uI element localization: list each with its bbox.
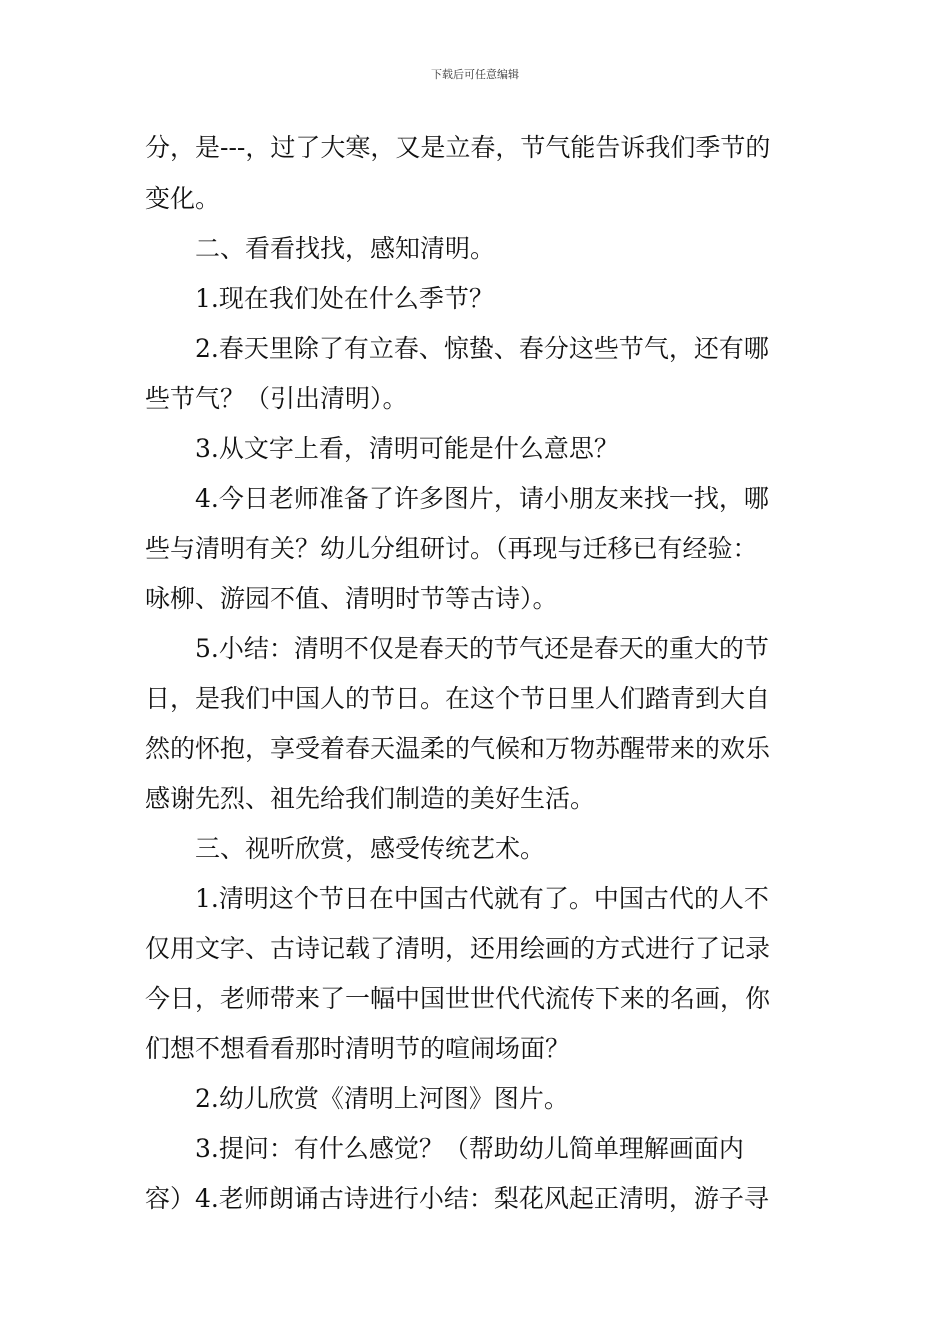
section-heading: 三、视听欣赏，感受传统艺术。: [195, 834, 546, 863]
text-line: 些与清明有关？幼儿分组研讨。（再现与迁移已有经验：: [145, 534, 758, 563]
text-line: 然的怀抱，享受着春天温柔的气候和万物苏醒带来的欢乐: [145, 734, 771, 763]
text-line: 分，是---，过了大寒，又是立春，节气能告诉我们季节的: [145, 133, 771, 162]
section-heading: 二、看看找找，感知清明。: [195, 234, 496, 263]
text-line: 5.小结：清明不仅是春天的节气还是春天的重大的节: [195, 634, 769, 663]
page-header: 下载后可任意编辑: [431, 68, 519, 81]
text-line: 4.今日老师准备了许多图片，请小朋友来找一找，哪: [195, 484, 769, 513]
text-line: 咏柳、游园不值、清明时节等古诗）。: [145, 584, 558, 613]
text-line: 仅用文字、古诗记载了清明，还用绘画的方式进行了记录: [145, 934, 771, 963]
text-line: 2.春天里除了有立春、惊蛰、春分这些节气，还有哪: [195, 334, 769, 363]
text-line: 日，是我们中国人的节日。在这个节日里人们踏青到大自: [145, 684, 771, 713]
text-line: 些节气？（引出清明）。: [145, 384, 408, 413]
text-line: 感谢先烈、祖先给我们制造的美好生活。: [145, 784, 596, 813]
text-line: 3.从文字上看，清明可能是什么意思？: [195, 434, 619, 463]
text-line: 3.提问：有什么感觉？（帮助幼儿简单理解画面内: [195, 1134, 744, 1163]
text-line: 变化。: [145, 184, 221, 213]
text-line: 容）4.老师朗诵古诗进行小结：梨花风起正清明，游子寻: [145, 1184, 769, 1213]
text-line: 们想不想看看那时清明节的喧闹场面？: [145, 1034, 571, 1063]
text-line: 1.清明这个节日在中国古代就有了。中国古代的人不: [195, 884, 769, 913]
text-line: 今日，老师带来了一幅中国世世代代流传下来的名画，你: [145, 984, 771, 1013]
text-line: 2.幼儿欣赏《清明上河图》图片。: [195, 1084, 569, 1113]
text-line: 1.现在我们处在什么季节？: [195, 284, 494, 313]
